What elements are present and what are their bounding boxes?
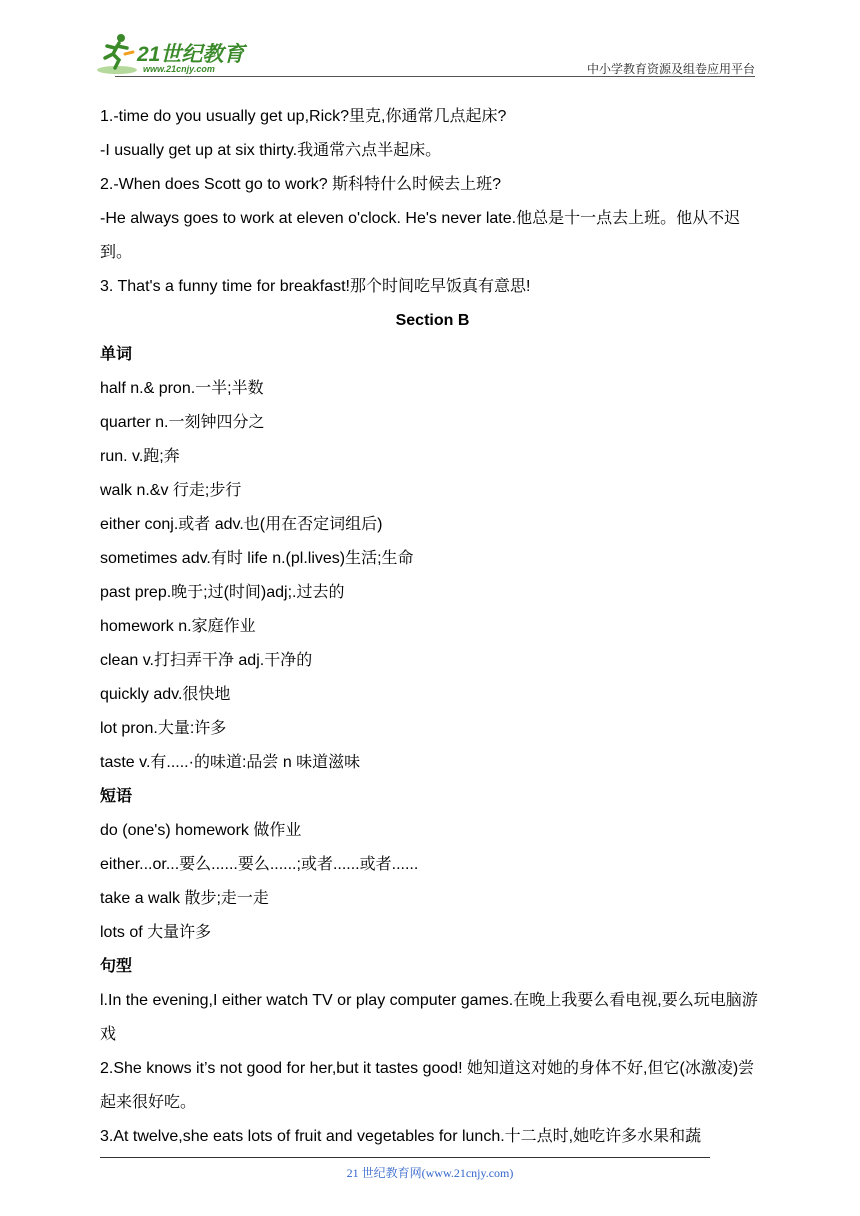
vocab-item: walk n.&v 行走;步行 (100, 482, 242, 499)
vocab-item: run. v.跑;奔 (100, 448, 180, 465)
vocab-item: taste v.有.....·的味道:品尝 n 味道滋味 (100, 754, 361, 771)
runner-logo-icon (95, 32, 139, 76)
footer-divider (100, 1157, 710, 1158)
text-line: 2.-When does Scott go to work? 斯科特什么时候去上班? (100, 176, 502, 193)
text-line: -He always goes to work at eleven o'clock. He's never late.他总是十一点去上班。他从不迟到。 (100, 210, 741, 261)
phrase-heading: 短语 (100, 788, 133, 805)
document-body (100, 100, 765, 1154)
text-line: 3. That's a funny time for breakfast!那个时间吃早饭真有意思! (100, 278, 531, 295)
platform-name: 中小学教育资源及组卷应用平台 (586, 62, 755, 76)
vocab-item: half n.& pron.一半;半数 (100, 380, 264, 397)
vocab-item: lot pron.大量:许多 (100, 720, 227, 737)
sentence-item: l.In the evening,I either watch TV or play computer games.在晚上我要么看电视,要么玩电脑游戏 (100, 992, 758, 1043)
logo-text: 21世纪教育 (137, 43, 245, 66)
vocab-item: quickly adv.很快地 (100, 686, 231, 703)
phrase-item: take a walk 散步;走一走 (100, 890, 269, 907)
sentence-heading: 句型 (100, 958, 133, 975)
sentence-item: 3.At twelve,she eats lots of fruit and vegetables for lunch.十二点时,她吃许多水果和蔬 (100, 1128, 702, 1145)
vocab-item: past prep.晚于;过(时间)adj;.过去的 (100, 584, 345, 601)
vocab-item: either conj.或者 adv.也(用在否定词组后) (100, 516, 383, 533)
logo-url: www.21cnjy.com (143, 64, 215, 74)
vocab-item: homework n.家庭作业 (100, 618, 256, 635)
section-title: Section B (395, 312, 470, 329)
text-line: 1.-time do you usually get up,Rick?里克,你通常几点起床? (100, 108, 507, 125)
header-divider (115, 76, 755, 77)
text-line: -I usually get up at six thirty.我通常六点半起床。 (100, 142, 442, 159)
phrase-item: lots of 大量许多 (100, 924, 212, 941)
footer-text: 21 世纪教育网(www.21cnjy.com) (346, 1166, 514, 1180)
logo (95, 32, 265, 76)
vocab-item: quarter n.一刻钟四分之 (100, 414, 265, 431)
vocab-heading: 单词 (100, 346, 133, 363)
phrase-item: either...or...要么......要么......;或者......或者...... (100, 856, 419, 873)
vocab-item: clean v.打扫弄干净 adj.干净的 (100, 652, 313, 669)
vocab-item: sometimes adv.有时 life n.(pl.lives)生活;生命 (100, 550, 414, 567)
page-header (95, 28, 755, 78)
phrase-item: do (one's) homework 做作业 (100, 822, 302, 839)
sentence-item: 2.She knows it’s not good for her,but it tastes good! 她知道这对她的身体不好,但它(冰激凌)尝起来很好吃。 (100, 1060, 755, 1111)
